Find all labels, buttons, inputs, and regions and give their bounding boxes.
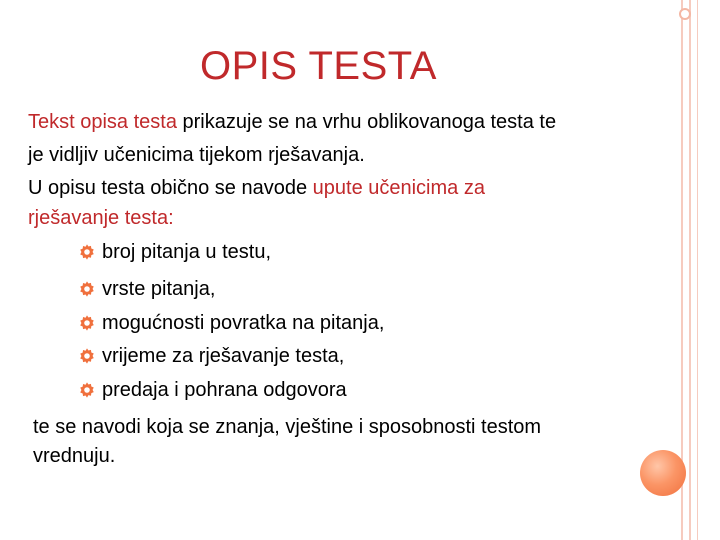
list-item-text: predaja i pohrana odgovora bbox=[102, 379, 347, 401]
paragraph1-line2: je vidljiv učenicima tijekom rješavanja. bbox=[28, 144, 365, 166]
list-item-text: mogućnosti povratka na pitanja, bbox=[102, 312, 385, 334]
decorative-vertical-line bbox=[689, 0, 691, 540]
paragraph1-line1 bbox=[28, 110, 556, 134]
decorative-ring-icon bbox=[679, 8, 691, 20]
list-item-text: vrste pitanja, bbox=[102, 278, 216, 300]
closing-line2: vrednuju. bbox=[33, 445, 116, 467]
gear-bullet-icon bbox=[78, 280, 96, 298]
list-item bbox=[78, 378, 347, 402]
slide-title: OPIS TESTA bbox=[200, 44, 437, 88]
list-item bbox=[78, 311, 384, 335]
gear-bullet-icon bbox=[78, 347, 96, 365]
body-text: U opisu testa obično se navode bbox=[28, 177, 313, 199]
highlight-text: upute učenicima za bbox=[312, 177, 485, 199]
list-item bbox=[78, 344, 344, 368]
list-item-text: vrijeme za rješavanje testa, bbox=[102, 345, 345, 367]
decorative-orange-circle bbox=[640, 450, 686, 496]
body-text: prikazuje se na vrhu oblikovanoga testa te bbox=[176, 111, 557, 133]
decorative-vertical-line bbox=[697, 0, 698, 540]
paragraph2-line2: rješavanje testa: bbox=[28, 207, 174, 229]
highlight-text: Tekst opisa testa bbox=[28, 111, 177, 133]
list-item bbox=[78, 277, 215, 301]
gear-bullet-icon bbox=[78, 243, 96, 261]
paragraph2-line1 bbox=[28, 176, 485, 200]
closing-line1: te se navodi koja se znanja, vještine i sposobnosti testom bbox=[33, 416, 542, 438]
gear-bullet-icon bbox=[78, 381, 96, 399]
list-item bbox=[78, 240, 271, 264]
list-item-text: broj pitanja u testu, bbox=[102, 241, 271, 263]
gear-bullet-icon bbox=[78, 314, 96, 332]
